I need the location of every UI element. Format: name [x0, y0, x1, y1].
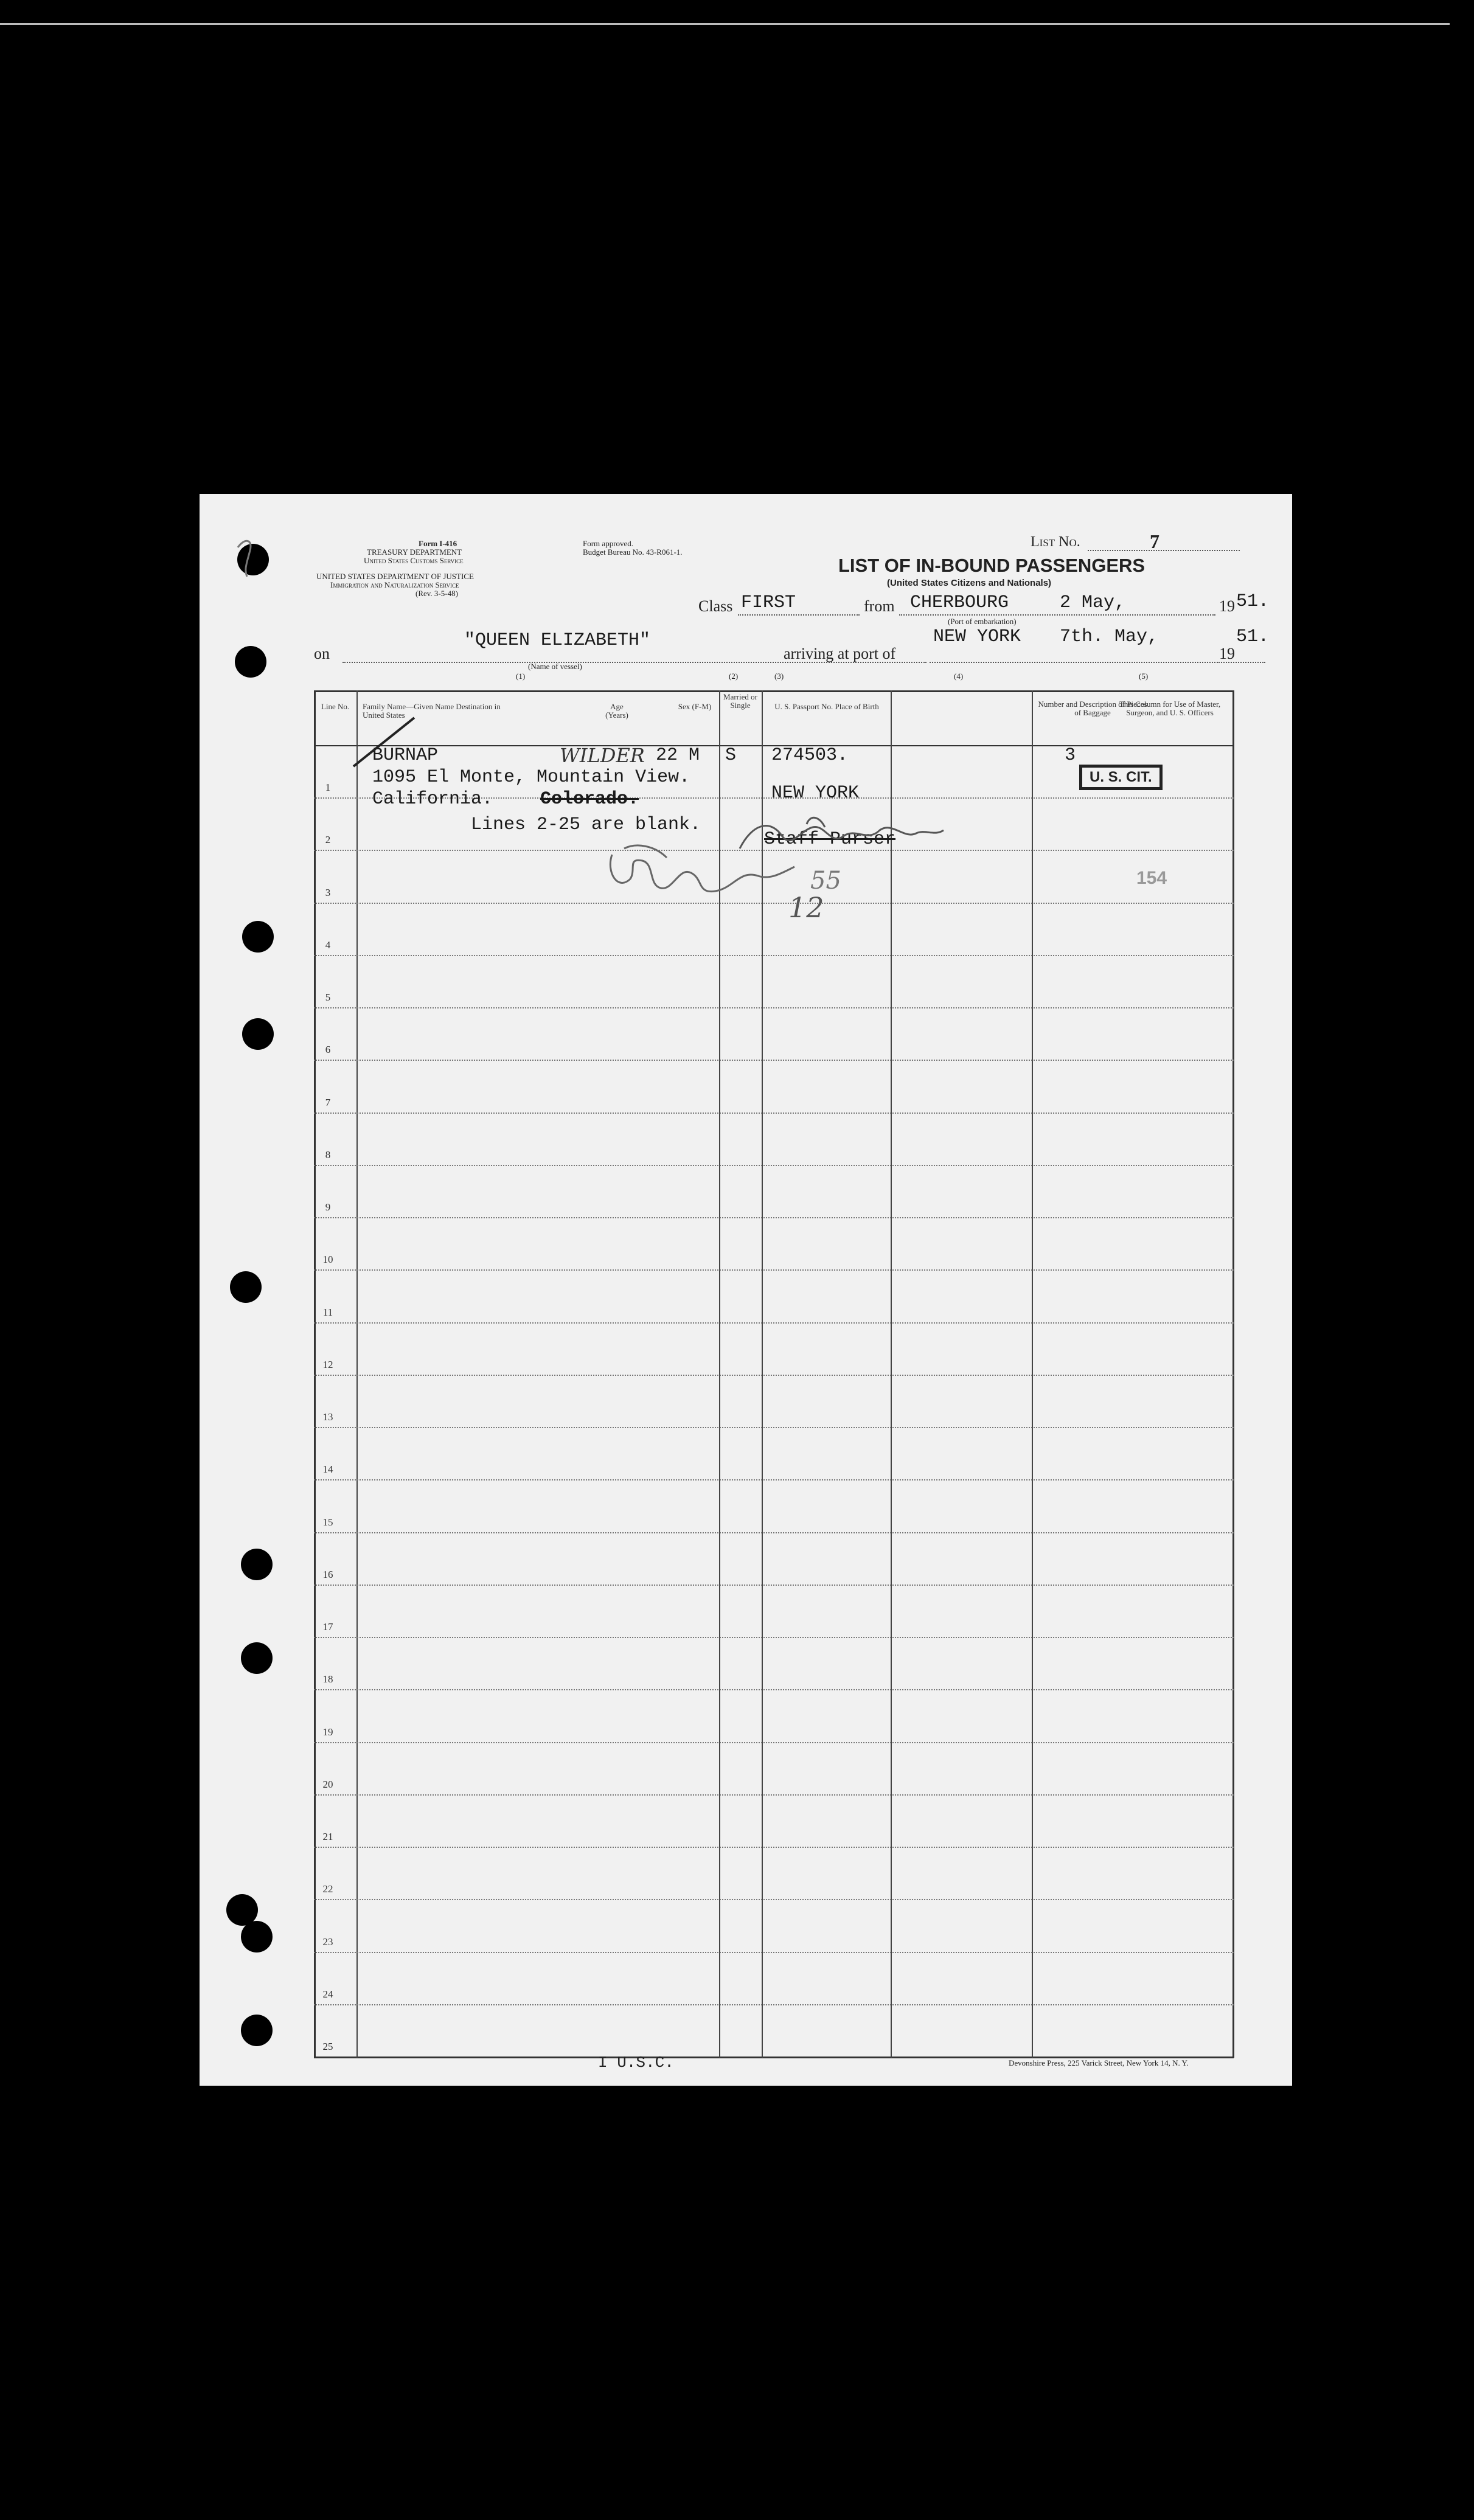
inspector-signature	[600, 836, 801, 909]
header-marital: Married or Single	[723, 692, 757, 710]
handwritten-55: 55	[810, 867, 841, 895]
form-number: Form I-416	[419, 539, 457, 548]
header-name-destination: Family Name—Given Name Destination in United States	[363, 702, 501, 720]
vessel-note: (Name of vessel)	[528, 662, 582, 671]
punch-hole	[241, 1549, 273, 1580]
row-divider	[314, 1952, 1234, 1953]
customs-label: United States Customs Service	[364, 556, 464, 565]
row-divider	[314, 1217, 1234, 1218]
vessel-name: "QUEEN ELIZABETH"	[464, 630, 651, 651]
line-number: 23	[322, 1935, 333, 1948]
row-divider	[314, 1112, 1234, 1114]
row-divider	[314, 1899, 1234, 1900]
arrival-year-prefix: 19	[1219, 645, 1235, 662]
row-divider	[314, 1269, 1234, 1271]
line-number: 22	[322, 1883, 333, 1895]
row-divider	[314, 1427, 1234, 1428]
immigration-label: Immigration and Naturalization Service	[330, 580, 459, 589]
row-divider	[314, 2004, 1234, 2005]
check-mark-icon	[350, 715, 417, 769]
printer-imprint: Devonshire Press, 225 Varick Street, New York 14, N. Y.	[1009, 2058, 1189, 2067]
column-number: (4)	[954, 672, 964, 681]
struck-state: Colorado.	[540, 789, 639, 810]
header-line-no: Line No.	[321, 702, 350, 711]
passenger-address: 1095 El Monte, Mountain View.	[372, 767, 690, 788]
line-number: 5	[325, 991, 331, 1004]
departure-port: CHERBOURG	[910, 592, 1009, 613]
row-divider	[314, 1060, 1234, 1061]
column-number: (2)	[729, 672, 739, 681]
line-number: 4	[325, 939, 331, 951]
us-citizen-stamp: U. S. CIT.	[1079, 765, 1163, 790]
column-number: (1)	[516, 672, 526, 681]
punch-hole	[230, 1271, 262, 1303]
line-number: 13	[322, 1411, 333, 1423]
line-number: 21	[322, 1831, 333, 1843]
line-number: 12	[322, 1358, 333, 1370]
header-officers: This Column for Use of Master, Surgeon, and U. S. Officers	[1119, 699, 1221, 717]
year-prefix: 19	[1219, 597, 1235, 615]
line-number: 9	[325, 1201, 331, 1213]
line-number: 20	[322, 1778, 333, 1790]
row-divider	[314, 1637, 1234, 1638]
arrival-date: 7th. May,	[1060, 627, 1159, 647]
passenger-given-name: WILDER	[560, 744, 645, 767]
row-divider	[314, 1585, 1234, 1586]
row-divider	[314, 1375, 1234, 1376]
row-divider	[314, 1794, 1234, 1796]
row-divider	[314, 955, 1234, 956]
line-number: 24	[322, 1988, 333, 2000]
line-number: 7	[325, 1096, 331, 1108]
row-divider	[314, 1532, 1234, 1533]
header-age: Age (Years)	[605, 702, 628, 720]
punch-hole	[242, 921, 274, 953]
header-sex: Sex (F-M)	[678, 702, 712, 711]
passenger-surname: BURNAP	[372, 745, 439, 766]
arrival-year: 51.	[1236, 627, 1270, 647]
form-title: LIST OF IN-BOUND PASSENGERS	[838, 555, 1145, 576]
marital-status: S	[725, 745, 737, 766]
punch-hole	[242, 1018, 274, 1050]
punch-hole	[241, 1921, 273, 1952]
arriving-label: arriving at port of	[784, 645, 896, 662]
line-number: 14	[322, 1463, 333, 1476]
staff-purser-title: Staff Purser	[764, 829, 896, 850]
place-of-birth: NEW YORK	[771, 783, 860, 804]
punch-hole	[241, 1642, 273, 1674]
row-divider	[314, 1479, 1234, 1480]
treasury-label: TREASURY DEPARTMENT	[367, 547, 462, 557]
punch-hole	[241, 2015, 273, 2046]
handwritten-12: 12	[788, 891, 824, 924]
departure-date: 2 May,	[1060, 592, 1126, 613]
line-number: 3	[325, 886, 331, 898]
class-label: Class	[698, 597, 733, 615]
approval-label: Form approved.	[583, 539, 634, 548]
departure-year: 51.	[1236, 591, 1270, 612]
footer-code: I U.S.C.	[598, 2053, 674, 2072]
arrival-port: NEW YORK	[933, 627, 1021, 647]
line-number: 16	[322, 1568, 333, 1580]
line-number: 18	[322, 1673, 333, 1685]
scan-edge-line	[0, 23, 1450, 25]
header-baggage: Number and Description of Pieces of Baggage	[1038, 699, 1147, 717]
baggage-count: 3	[1065, 745, 1076, 766]
line-number: 8	[325, 1148, 331, 1161]
header-passport: U. S. Passport No. Place of Birth	[774, 702, 879, 711]
passenger-table	[314, 690, 1234, 2058]
row-divider	[314, 1742, 1234, 1743]
list-number: 7	[1150, 530, 1159, 552]
row-divider	[314, 1847, 1234, 1848]
column-number: (3)	[774, 672, 784, 681]
row-divider	[314, 1007, 1234, 1008]
line-number: 17	[322, 1621, 333, 1633]
line-number: 6	[325, 1044, 331, 1056]
line-number: 11	[322, 1306, 333, 1318]
row-divider	[314, 1322, 1234, 1324]
punch-hole	[235, 646, 266, 678]
margin-mark-icon	[235, 535, 259, 578]
justice-label: UNITED STATES DEPARTMENT OF JUSTICE	[316, 572, 474, 581]
on-label: on	[314, 645, 330, 662]
passenger-age-sex: 22 M	[656, 745, 700, 766]
line-number: 2	[325, 834, 331, 846]
form-subtitle: (United States Citizens and Nationals)	[887, 578, 1052, 588]
line-number: 10	[322, 1254, 333, 1266]
budget-label: Budget Bureau No. 43-R061-1.	[583, 547, 683, 557]
line-number: 15	[322, 1516, 333, 1528]
row-divider	[314, 1689, 1234, 1690]
column-number: (5)	[1139, 672, 1149, 681]
list-number-label: List No.	[1031, 534, 1080, 550]
passenger-state: California.	[372, 789, 493, 810]
line-number: 19	[322, 1726, 333, 1738]
passenger-manifest-page	[200, 494, 1292, 2086]
revision-label: (Rev. 3-5-48)	[415, 589, 458, 598]
class-value: FIRST	[741, 592, 796, 613]
embarkation-note: (Port of embarkation)	[948, 617, 1017, 626]
blank-lines-note: Lines 2-25 are blank.	[471, 814, 701, 835]
passport-number: 274503.	[771, 745, 849, 766]
from-label: from	[864, 597, 895, 615]
row-divider	[314, 1165, 1234, 1166]
line-number: 1	[325, 782, 331, 794]
officer-annotation-number: 154	[1136, 868, 1167, 888]
line-number: 25	[322, 2041, 333, 2052]
